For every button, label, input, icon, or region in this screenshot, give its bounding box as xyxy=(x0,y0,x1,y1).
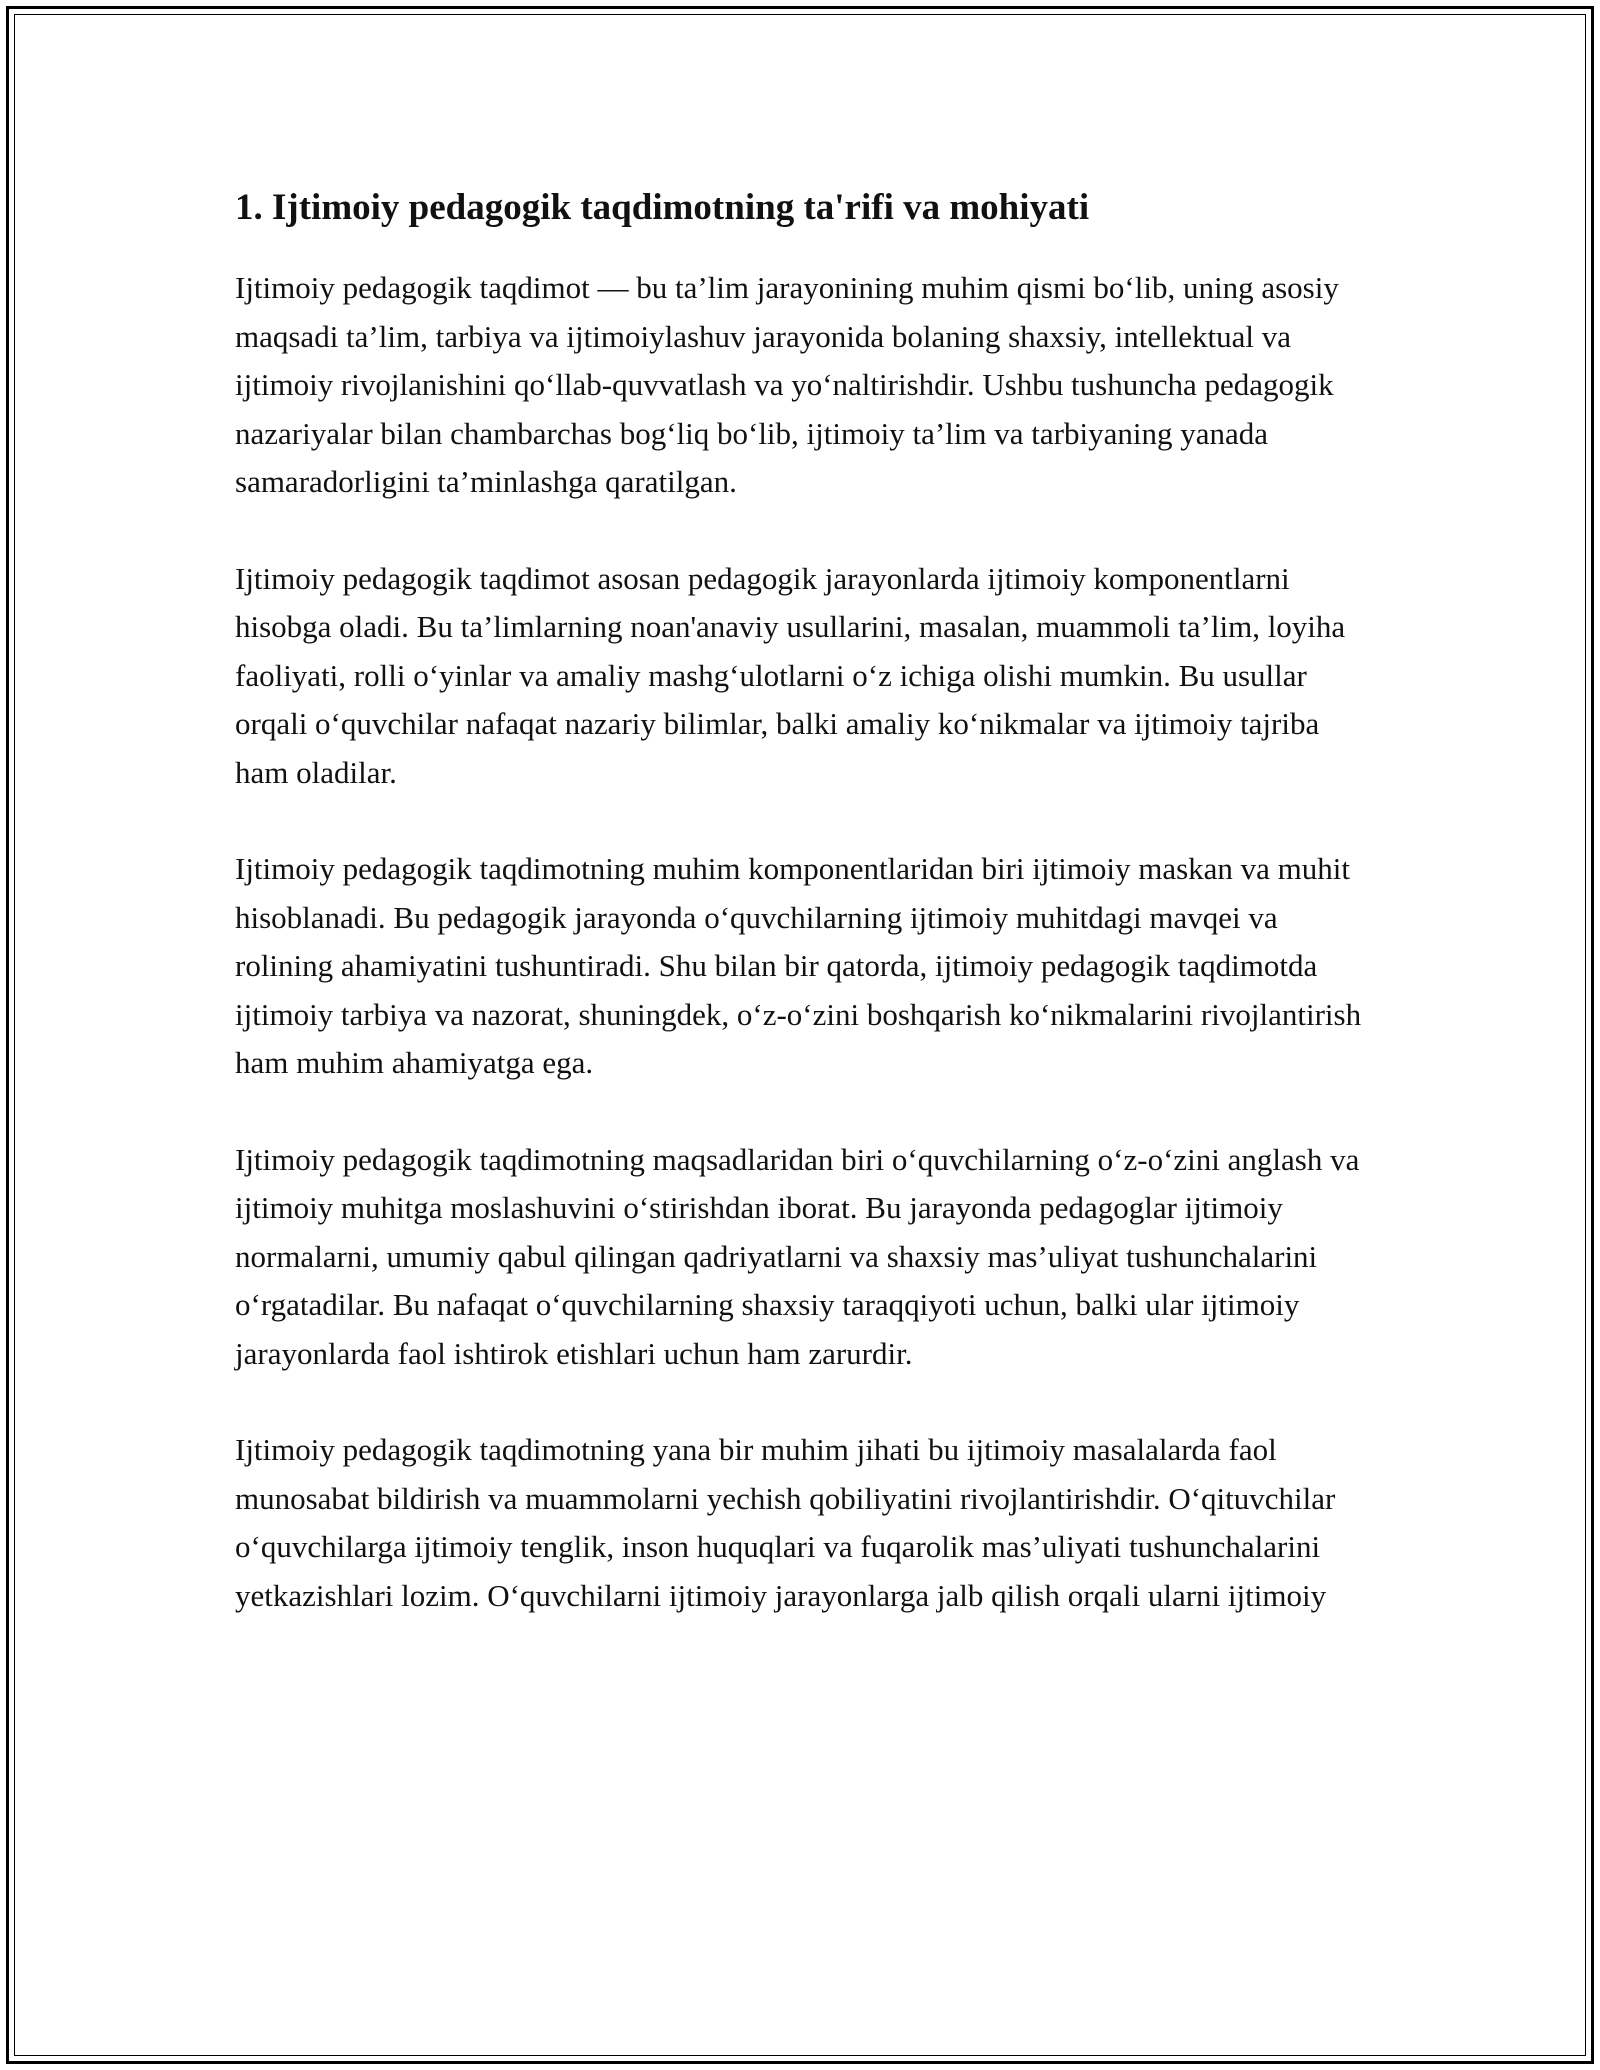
document-body xyxy=(235,186,1365,1668)
paragraph-5: Ijtimoiy pedagogik taqdimotning yana bir muhim jihati bu ijtimoiy masalalarda faol munosabat bildirish va muammolarni yechish qobiliyatini rivojlantirishdir. O‘qituvchilar o‘quvchilarga ijtimoiy tenglik, inson huquqlari va fuqarolik mas’uliyati tushunchalarini yetkazishlari lozim. O‘quvchilarni ijtimoiy jarayonlarga jalb qilish orqali ularni ijtimoiy xyxy=(235,1432,1336,1613)
paragraph-1: Ijtimoiy pedagogik taqdimot — bu ta’lim jarayonining muhim qismi bo‘lib, uning asosiy maqsadi ta’lim, tarbiya va ijtimoiylashuv jarayonida bolaning shaxsiy, intellektual va ijtimoiy rivojlanishini qo‘llab-quvvatlash va yo‘naltirishdir. Ushbu tushuncha pedagogik nazariyalar bilan chambarchas bog‘liq bo‘lib, ijtimoiy ta’lim va tarbiyaning yanada samaradorligini ta’minlashga qaratilgan. xyxy=(235,270,1339,500)
paragraph-3: Ijtimoiy pedagogik taqdimotning muhim komponentlaridan biri ijtimoiy maskan va muhit hisoblanadi. Bu pedagogik jarayonda o‘quvchilarning ijtimoiy muhitdagi mavqei va rolining ahamiyatini tushuntiradi. Shu bilan bir qatorda, ijtimoiy pedagogik taqdimotda ijtimoiy tarbiya va nazorat, shuningdek, o‘z-o‘zini boshqarish ko‘nikmalarini rivojlantirish ham muhim ahamiyatga ega. xyxy=(235,851,1362,1081)
paragraph-4: Ijtimoiy pedagogik taqdimotning maqsadlaridan biri o‘quvchilarning o‘z-o‘zini anglash va ijtimoiy muhitga moslashuvini o‘stirishdan iborat. Bu jarayonda pedagoglar ijtimoiy normalarni, umumiy qabul qilingan qadriyatlarni va shaxsiy mas’uliyat tushunchalarini o‘rgatadilar. Bu nafaqat o‘quvchilarning shaxsiy taraqqiyoti uchun, balki ular ijtimoiy jarayonlarda faol ishtirok etishlari uchun ham zarurdir. xyxy=(235,1141,1360,1371)
paragraph-2: Ijtimoiy pedagogik taqdimot asosan pedagogik jarayonlarda ijtimoiy komponentlarni hisobga oladi. Bu ta’limlarning noan'anaviy usullarini, masalan, muammoli ta’lim, loyiha faoliyati, rolli o‘yinlar va amaliy mashg‘ulotlarni o‘z ichiga olishi mumkin. Bu usullar orqali o‘quvchilar nafaqat nazariy bilimlar, balki amaliy ko‘nikmalar va ijtimoiy tajriba ham oladilar. xyxy=(235,560,1346,790)
section-heading: 1. Ijtimoiy pedagogik taqdimotning ta'rifi va mohiyati xyxy=(235,187,1090,228)
